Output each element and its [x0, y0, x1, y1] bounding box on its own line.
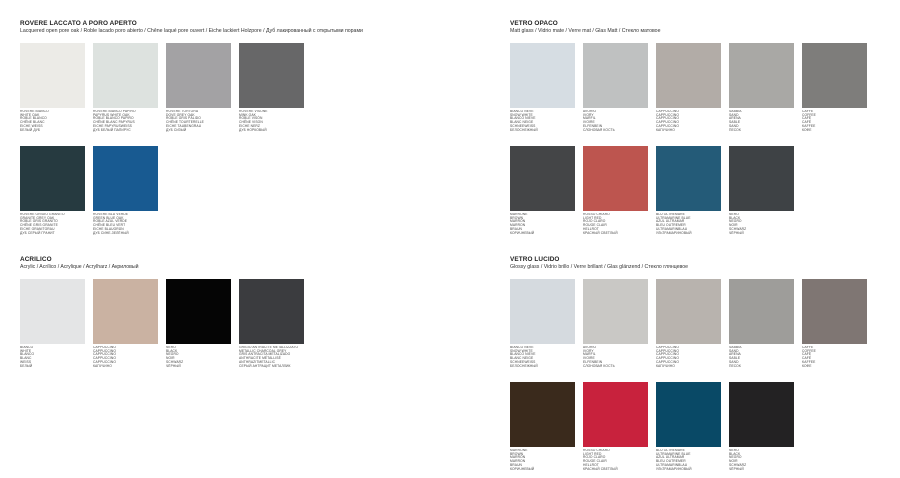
swatch-caption-line: MARRON	[510, 223, 526, 228]
swatch-caption-line: BROWN	[510, 451, 524, 456]
swatch-caption-line: ELFENBEIN	[583, 123, 603, 128]
swatch-caption-line: ULTRAMARINE BLUE	[656, 215, 691, 220]
swatch-caption-line: ROJO CLARO	[583, 455, 606, 460]
swatch-caption-line: IVOIRE	[583, 120, 595, 125]
swatch-chip	[93, 146, 158, 211]
swatch-caption-line: SCHNEEWEISS	[510, 123, 536, 128]
swatch-caption	[583, 449, 649, 471]
swatch-caption	[239, 346, 305, 368]
swatch-chip	[93, 279, 158, 344]
swatch-caption-line: БЕЛЫЙ	[20, 363, 33, 368]
swatch-caption-line: УЛЬТРАМАРИНОВЫЙ	[656, 466, 692, 471]
section-subtitle: Glossy glass / Vidrio brillo / Verre brillant / Glas glänzend / Стекло глянцевое	[510, 264, 688, 270]
section-title: ACRILICO	[20, 256, 52, 263]
color-swatch	[583, 43, 649, 132]
swatch-caption-line: ROVERE BIANCO PAPIRO	[93, 110, 136, 113]
swatch-caption-line: КАПУЧИНО	[656, 363, 675, 368]
swatch-caption-line: GREEN BLUE OAK	[93, 215, 124, 220]
swatch-caption-line: SCHNEEWEISS	[510, 359, 536, 364]
swatch-caption-line: CHÊNE BLANC PAPYRUS	[93, 120, 135, 125]
color-swatch	[729, 279, 795, 368]
swatch-caption	[166, 110, 232, 132]
swatch-caption-line: КРАСНЫЙ СВЕТЛЫЙ	[583, 230, 618, 235]
color-swatch	[802, 279, 868, 368]
swatch-caption-line: КАПУЧИНО	[93, 363, 112, 368]
section-acrilico	[20, 256, 139, 271]
swatch-caption-line: CAPPUCCINO	[656, 116, 679, 121]
swatch-caption-line: HELLROT	[583, 462, 599, 467]
swatch-caption-line: СЛОНОВАЯ КОСТЬ	[583, 363, 615, 368]
swatch-caption-line: ROSSO CHIARO	[583, 449, 610, 452]
swatch-caption-line: ROJO CLARO	[583, 219, 606, 224]
section-subtitle: Acrylic / Acrílico / Acrylique / Acrylharz / Акриловый	[20, 264, 139, 270]
swatch-caption-line: ROBLE VISÓN	[239, 116, 263, 121]
swatch-caption	[729, 110, 795, 132]
swatch-caption-line: DOVE GREY OAK	[166, 112, 195, 117]
swatch-caption-line: NEGRO	[729, 455, 742, 460]
swatch-caption-line: ULTRAMARINBLAU	[656, 226, 688, 231]
swatch-caption-line: EICHE TAUBENGRAU	[166, 123, 202, 128]
color-swatch	[656, 279, 722, 368]
swatch-caption-line: LIGHT RED	[583, 215, 602, 220]
swatch-caption-line: SABBIA	[729, 346, 742, 349]
swatch-chip	[656, 146, 721, 211]
swatch-chip	[166, 43, 231, 108]
swatch-caption	[510, 213, 576, 235]
swatch-caption-line: ROSSO CHIARO	[583, 213, 610, 216]
color-swatch	[729, 382, 795, 471]
swatch-chip	[729, 146, 794, 211]
section-subtitle: Lacquered open pore oak / Roble lacado poro abierto / Chêne laqué pore ouvert / Eiche lackiert Holzpore / Дуб лакированный с открытыми порами	[20, 28, 363, 34]
swatch-caption-line: ROBLE BLANCO PAPIRO	[93, 116, 134, 121]
swatch-chip	[20, 279, 85, 344]
swatch-chip	[510, 382, 575, 447]
swatch-caption-line: УЛЬТРАМАРИНОВЫЙ	[656, 230, 692, 235]
swatch-caption-line: SABLE	[729, 120, 741, 125]
swatch-caption-line: CAFFÈ	[802, 110, 814, 113]
swatch-caption-line: EICHE GRANITGRAU	[20, 226, 55, 231]
swatch-chip	[583, 146, 648, 211]
swatch-caption-line: LIGHT RED	[583, 451, 602, 456]
swatch-caption-line: CAPPUCCINO	[656, 346, 679, 349]
color-swatch	[510, 279, 576, 368]
swatch-caption-line: WHITE	[20, 348, 32, 353]
swatch-caption-line: ЧЁРНЫЙ	[166, 363, 181, 368]
swatch-caption-line: КОРИЧНЕВЫЙ	[510, 466, 535, 471]
swatch-caption-line: CAPPUCCINO	[656, 356, 679, 361]
swatch-caption-line: ROBLE BLANCO	[20, 116, 47, 121]
swatch-caption-line: ROVERE VISONE	[239, 110, 268, 113]
swatch-caption-line: BROWN	[510, 215, 524, 220]
swatch-caption-line: NOIR	[729, 459, 738, 464]
swatch-caption-line: COFFEE	[802, 112, 816, 117]
swatch-caption-line: SABBIA	[729, 110, 742, 113]
swatch-caption-line: ANTHRACITE MÉTALLISÉ	[239, 356, 281, 361]
swatch-caption-line: MARRÓN	[510, 455, 526, 460]
swatch-caption-line: MARRONE	[510, 213, 528, 216]
color-swatch	[93, 43, 159, 132]
swatch-caption-line: ULTRAMARINE BLUE	[656, 451, 691, 456]
swatch-caption	[656, 110, 722, 132]
section-vetro-lucido	[510, 256, 688, 271]
swatch-chip	[20, 43, 85, 108]
swatch-chip	[93, 43, 158, 108]
swatch-caption-line: ROBLE AZUL VERDE	[93, 219, 128, 224]
swatch-chip	[583, 43, 648, 108]
swatch-chip	[583, 382, 648, 447]
swatch-caption-line: CAPPUCCINO	[656, 352, 679, 357]
swatch-caption-line: NERO	[166, 346, 176, 349]
swatch-chip	[656, 279, 721, 344]
swatch-chip	[802, 43, 867, 108]
swatch-caption-line: SAND	[729, 359, 739, 364]
swatch-caption-line: BIANCO NEVE	[510, 346, 534, 349]
swatch-caption-line: CHÊNE BLANC	[20, 120, 45, 125]
swatch-caption-line: ROVERE GRIGIO GRANITO	[20, 213, 65, 216]
swatch-caption	[20, 110, 86, 132]
swatch-caption-line: БЕЛОСНЕЖНЫЙ	[510, 363, 538, 368]
swatch-chip	[166, 279, 231, 344]
color-swatch	[20, 43, 86, 132]
swatch-chip	[802, 279, 867, 344]
color-swatch	[510, 43, 576, 132]
swatch-caption-line: METALLIC CHARCOAL GREY	[239, 348, 287, 353]
swatch-caption-line: BLANC	[20, 356, 32, 361]
swatch-caption-line: SCHWARZ	[729, 462, 747, 467]
swatch-caption-line: SAND	[729, 123, 739, 128]
swatch-caption-line: ДУБ СИЗЫЙ	[166, 127, 187, 132]
color-swatch	[802, 43, 868, 132]
color-swatch	[510, 382, 576, 471]
swatch-caption-line: EICHE NERZ	[239, 123, 260, 128]
swatch-chip	[729, 43, 794, 108]
section-subtitle: Matt glass / Vidrio mate / Verre mat / Glas Matt / Стекло матовое	[510, 28, 661, 34]
swatch-caption-line: ДУБ НОРКОВЫЙ	[239, 127, 267, 132]
color-swatch	[656, 146, 722, 235]
swatch-caption-line: BRAUN	[510, 226, 523, 231]
swatch-caption-line: КОФЕ	[802, 363, 812, 368]
swatch-caption-line: КОФЕ	[802, 127, 812, 132]
swatch-caption-line: ULTRAMARINBLAU	[656, 462, 688, 467]
swatch-caption-line: CAPPUCCINO	[656, 123, 679, 128]
swatch-chip	[510, 43, 575, 108]
swatch-caption-line: EICHE PAPYRUSWEISS	[93, 123, 132, 128]
swatch-caption-line: БЕЛЫЙ ДУБ	[20, 127, 41, 132]
color-swatch	[729, 146, 795, 235]
swatch-caption	[583, 110, 649, 132]
swatch-caption-line: AZUL ULTRAMAR	[656, 455, 685, 460]
swatch-caption-line: СЛОНОВАЯ КОСТЬ	[583, 127, 615, 132]
swatch-caption-line: BLACK	[729, 451, 741, 456]
swatch-chip	[656, 382, 721, 447]
swatch-caption-line: ПЕСОК	[729, 127, 741, 132]
swatch-caption-line: SABLE	[729, 356, 741, 361]
color-swatch	[166, 279, 232, 368]
swatch-caption-line: EICHE WEISS	[20, 123, 43, 128]
section-rovere	[20, 20, 363, 35]
swatch-caption-line: CHÊNE BLEU VERT	[93, 223, 126, 228]
swatch-caption	[802, 110, 868, 132]
swatch-caption-line: BLANCO NIEVE	[510, 352, 536, 357]
swatch-caption-line: BIANCO	[20, 346, 34, 349]
swatch-caption	[802, 346, 868, 368]
swatch-caption	[20, 213, 86, 235]
swatch-caption-line: BLANCO NIEVE	[510, 116, 536, 121]
swatch-caption-line: ЧЁРНЫЙ	[729, 230, 744, 235]
swatch-caption-line: NEGRO	[166, 352, 179, 357]
swatch-caption-line: КРАСНЫЙ СВЕТЛЫЙ	[583, 466, 618, 471]
swatch-caption-line: SNOW WHITE	[510, 348, 533, 353]
color-swatch	[583, 382, 649, 471]
color-swatch	[93, 279, 159, 368]
swatch-caption-line: ROVERE TORTORA	[166, 110, 199, 113]
swatch-caption-line: IVORY	[583, 112, 594, 117]
swatch-caption	[729, 346, 795, 368]
swatch-caption-line: PAPYRUS WHITE OAK	[93, 112, 130, 117]
color-swatch	[20, 279, 86, 368]
swatch-caption-line: КОРИЧНЕВЫЙ	[510, 230, 535, 235]
swatch-caption-line: CAFÉ	[802, 352, 812, 357]
swatch-caption-line: COFFEE	[802, 348, 816, 353]
swatch-caption-line: MARFIL	[583, 352, 596, 357]
swatch-caption-line: CAPPUCCINO	[656, 112, 679, 117]
swatch-caption-line: BLU OLTREMARE	[656, 449, 685, 452]
swatch-chip	[239, 279, 304, 344]
swatch-caption	[583, 213, 649, 235]
swatch-caption-line: КАПУЧИНО	[656, 127, 675, 132]
swatch-caption-line: NERO	[729, 449, 739, 452]
swatch-caption-line: KAFFEE	[802, 359, 816, 364]
swatch-caption-line: SAND	[729, 112, 739, 117]
swatch-caption	[656, 213, 722, 235]
swatch-caption-line: BLACK	[166, 348, 178, 353]
swatch-caption-line: WHITE OAK	[20, 112, 40, 117]
swatch-caption-line: SAND	[729, 348, 739, 353]
swatch-caption-line: СЕРЫЙ АНТРАЦИТ МЕТАЛЛИК	[239, 363, 291, 368]
swatch-chip	[510, 279, 575, 344]
swatch-caption-line: CAFFÈ	[802, 346, 814, 349]
swatch-caption-line: ROVERE BLU VERDE	[93, 213, 129, 216]
swatch-caption-line: ROBLE GRIS GRANITO	[20, 219, 58, 224]
section-title: ROVERE LACCATO A PORO APERTO	[20, 20, 137, 27]
swatch-caption-line: CAPPUCCINO	[93, 356, 116, 361]
swatch-caption-line: CAPPUCCINO	[93, 348, 116, 353]
swatch-caption-line: EICHE BLAUGRÜN	[93, 226, 124, 231]
swatch-caption	[729, 449, 795, 471]
swatch-caption-line: BLEU OUTREMER	[656, 223, 686, 228]
swatch-caption-line: CAFÉ	[802, 116, 812, 121]
swatch-caption-line: ПЕСОК	[729, 363, 741, 368]
swatch-caption-line: GRANITE GREY OAK	[20, 215, 55, 220]
swatch-caption-line: GRIGIO ANTRACITE METALLIZZATO	[239, 346, 299, 349]
swatch-caption-line: BIANCO NEVE	[510, 110, 534, 113]
swatch-chip	[656, 43, 721, 108]
swatch-caption-line: MARRONE	[510, 449, 528, 452]
swatch-caption-line: CAPPUCCINO	[656, 110, 679, 113]
color-swatch	[583, 279, 649, 368]
swatch-caption-line: CAFÉ	[802, 120, 812, 125]
swatch-caption-line: BLANC NEIGE	[510, 120, 534, 125]
swatch-chip	[729, 382, 794, 447]
swatch-caption-line: CAPPUCCINO	[93, 352, 116, 357]
swatch-caption-line: ARENA	[729, 116, 741, 121]
swatch-chip	[20, 146, 85, 211]
swatch-caption-line: HELLROT	[583, 226, 599, 231]
swatch-caption-line: ANTHRAZITMETALLIC	[239, 359, 276, 364]
swatch-caption-line: AVORIO	[583, 346, 597, 349]
swatch-caption-line: AZUL ULTRAMAR	[656, 219, 685, 224]
swatch-caption	[239, 110, 305, 132]
swatch-caption-line: CAPPUCCINO	[656, 359, 679, 364]
swatch-caption	[510, 346, 576, 368]
swatch-chip	[583, 279, 648, 344]
swatch-caption	[583, 346, 649, 368]
swatch-caption	[93, 213, 159, 235]
color-swatch	[93, 146, 159, 235]
swatch-caption-line: BLANCO	[20, 352, 35, 357]
color-swatch	[583, 146, 649, 235]
swatch-caption	[93, 110, 159, 132]
swatch-caption-line: ДУБ СЕРЫЙ ГРАНИТ	[20, 230, 55, 235]
swatch-caption-line: BLEU OUTREMER	[656, 459, 686, 464]
swatch-caption-line: CAFÉ	[802, 356, 812, 361]
swatch-caption-line: ROUGE CLAIR	[583, 223, 607, 228]
swatch-caption	[729, 213, 795, 235]
color-swatch	[729, 43, 795, 132]
swatch-caption	[656, 449, 722, 471]
swatch-caption-line: CAPPUCCINO	[656, 348, 679, 353]
swatch-caption	[20, 346, 86, 368]
swatch-caption-line: GRIS ANTRACITA METALIZADO	[239, 352, 291, 357]
swatch-caption-line: IVORY	[583, 348, 594, 353]
swatch-caption	[510, 449, 576, 471]
swatch-caption-line: CHÊNE VISON	[239, 120, 263, 125]
color-swatch	[20, 146, 86, 235]
color-swatch	[239, 43, 305, 132]
swatch-caption-line: CHÊNE GRIS GRANITE	[20, 223, 58, 228]
swatch-caption-line: MARFIL	[583, 116, 596, 121]
swatch-caption-line: ROVERE BIANCO	[20, 110, 49, 113]
swatch-caption-line: BLU OLTREMARE	[656, 213, 685, 216]
section-title: VETRO OPACO	[510, 20, 558, 27]
swatch-caption-line: SNOW WHITE	[510, 112, 533, 117]
swatch-caption-line: ARENA	[729, 352, 741, 357]
swatch-caption-line: ROBLE GRIS PÁLIDO	[166, 116, 201, 121]
swatch-caption-line: BLACK	[729, 215, 741, 220]
color-swatch	[510, 146, 576, 235]
swatch-caption-line: CAPPUCCINO	[656, 120, 679, 125]
swatch-caption	[656, 346, 722, 368]
swatch-caption-line: NEGRO	[729, 219, 742, 224]
swatch-caption-line: ELFENBEIN	[583, 359, 603, 364]
swatch-caption-line: CAPPUCCINO	[93, 346, 116, 349]
swatch-chip	[729, 279, 794, 344]
swatch-chip	[239, 43, 304, 108]
swatch-caption-line: ДУБ БЕЛЫЙ ПАПИРУС	[93, 127, 131, 132]
swatch-caption-line: AVORIO	[583, 110, 597, 113]
swatch-caption-line: NERO	[729, 213, 739, 216]
swatch-caption-line: MARRON	[510, 459, 526, 464]
section-vetro-opaco	[510, 20, 660, 35]
swatch-caption-line: NOIR	[729, 223, 738, 228]
swatch-caption-line: KAFFEE	[802, 123, 816, 128]
swatch-caption-line: CHÊNE TOURTERELLE	[166, 120, 204, 125]
swatch-caption	[93, 346, 159, 368]
swatch-caption-line: SCHWARZ	[166, 359, 184, 364]
color-swatch	[656, 382, 722, 471]
swatch-caption-line: БЕЛОСНЕЖНЫЙ	[510, 127, 538, 132]
swatch-caption-line: NOIR	[166, 356, 175, 361]
swatch-caption-line: BLANC NEIGE	[510, 356, 534, 361]
swatch-caption-line: MARRÓN	[510, 219, 526, 224]
swatch-caption-line: CAPPUCCINO	[93, 359, 116, 364]
section-title: VETRO LUCIDO	[510, 256, 560, 263]
swatch-caption	[510, 110, 576, 132]
swatch-caption-line: SCHWARZ	[729, 226, 747, 231]
swatch-chip	[510, 146, 575, 211]
color-swatch	[239, 279, 305, 368]
swatch-caption-line: MINK OAK	[239, 112, 256, 117]
swatch-caption-line: ДУБ СИНЕ-ЗЕЛЁНЫЙ	[93, 230, 129, 235]
swatch-caption-line: BRAUN	[510, 462, 523, 467]
color-swatch	[166, 43, 232, 132]
swatch-caption-line: ROUGE CLAIR	[583, 459, 607, 464]
swatch-caption-line: WEISS	[20, 359, 32, 364]
swatch-caption	[166, 346, 232, 368]
swatch-caption-line: IVOIRE	[583, 356, 595, 361]
color-swatch	[656, 43, 722, 132]
swatch-caption-line: ЧЁРНЫЙ	[729, 466, 744, 471]
